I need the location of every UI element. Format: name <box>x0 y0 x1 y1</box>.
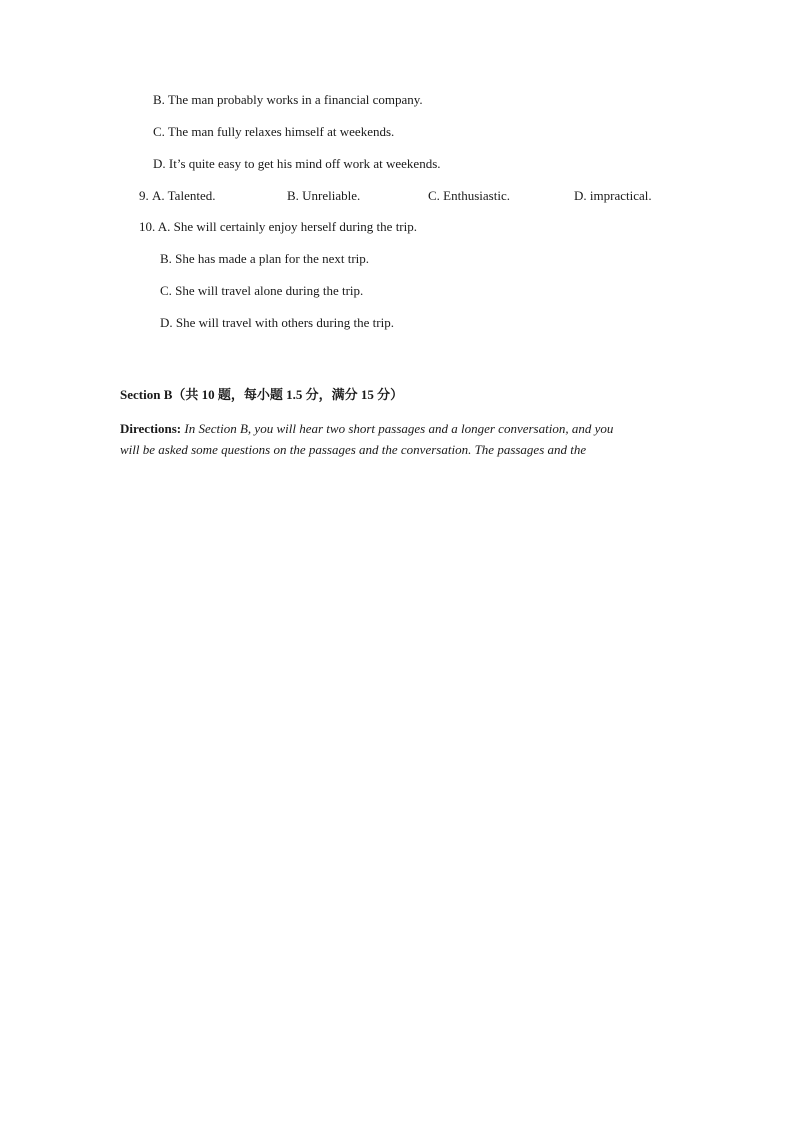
q10-option-d: D. She will travel with others during the trip. <box>160 315 394 330</box>
q9-option-c: C. Enthusiastic. <box>428 188 510 203</box>
q9-option-b: B. Unreliable. <box>287 188 361 203</box>
q10-option-b: B. She has made a plan for the next trip. <box>160 251 370 266</box>
directions-line-2: will be asked some questions on the passages and the conversation. The passages and the <box>120 442 587 457</box>
q9-options-row <box>0 188 794 204</box>
q9-number: 9. <box>139 188 149 203</box>
q9-option-a: A. Talented. <box>152 188 216 203</box>
q8-option-d: D. It’s quite easy to get his mind off work at weekends. <box>153 156 441 171</box>
directions-text-1: In Section B, you will hear two short passages and a longer conversation, and you <box>181 421 614 436</box>
section-b-directions <box>120 418 676 460</box>
q8-option-c: C. The man fully relaxes himself at weekends. <box>153 124 395 139</box>
section-b-title: Section B（共 10 题，每小题 1.5 分，满分 15 分） <box>120 387 404 402</box>
q9-option-d: D. impractical. <box>574 188 652 203</box>
q10-option-a: 10. A. She will certainly enjoy herself during the trip. <box>139 219 417 234</box>
q8-option-b: B. The man probably works in a financial company. <box>153 92 423 107</box>
directions-line-1 <box>120 418 676 439</box>
directions-label: Directions: <box>120 421 182 436</box>
q10-option-c: C. She will travel alone during the trip. <box>160 283 364 298</box>
